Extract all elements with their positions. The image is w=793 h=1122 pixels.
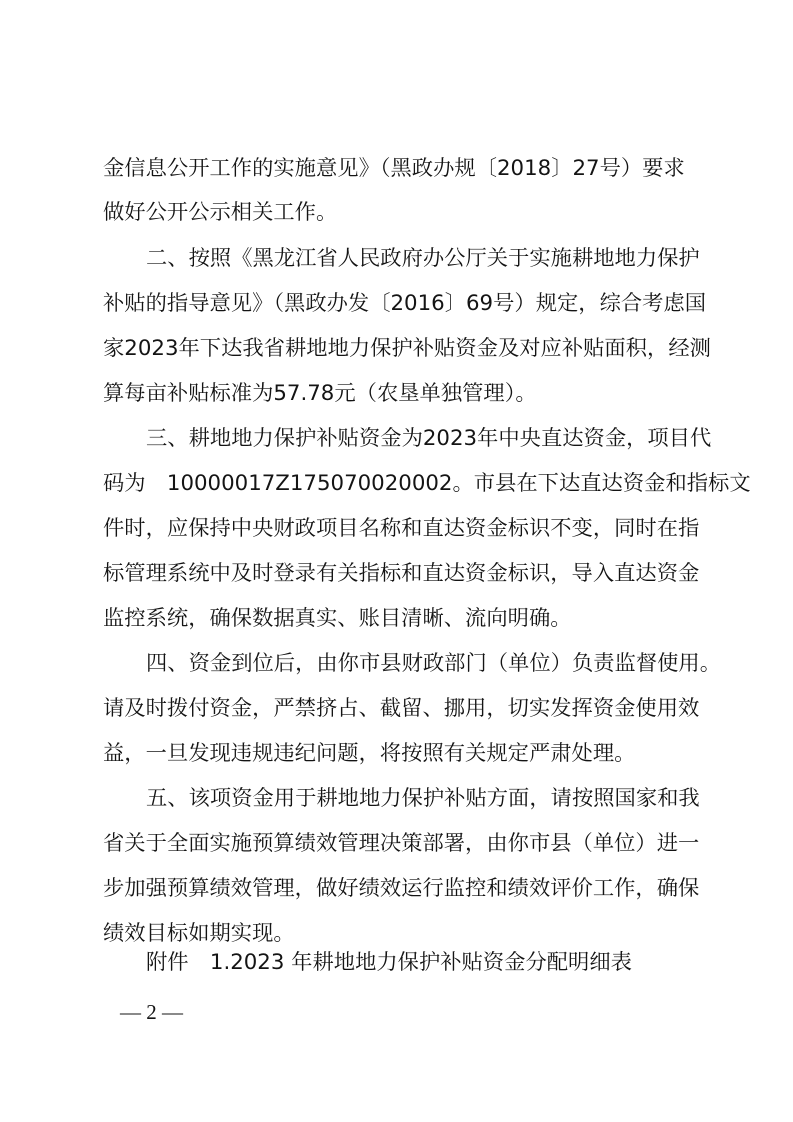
paragraph-line: 五、该项资金用于耕地地力保护补贴方面，请按照国家和我: [146, 786, 700, 811]
paragraph-line: 码为 10000017Z175070020002。市县在下达直达资金和指标文: [103, 471, 751, 496]
paragraph-line: 三、耕地地力保护补贴资金为2023年中央直达资金，项目代: [146, 426, 712, 451]
paragraph-line: 补贴的指导意见》（黑政办发〔2016〕69号）规定，综合考虑国: [103, 291, 707, 316]
paragraph-line: 算每亩补贴标准为57.78元（农垦单独管理）。: [103, 381, 537, 406]
paragraph-line: 件时，应保持中央财政项目名称和直达资金标识不变，同时在指: [103, 516, 700, 541]
paragraph-line: 监控系统，确保数据真实、账目清晰、流向明确。: [103, 606, 572, 631]
paragraph-line: 二、按照《黑龙江省人民政府办公厅关于实施耕地地力保护: [146, 246, 700, 271]
paragraph-line: 省关于全面实施预算绩效管理决策部署，由你市县（单位）进一: [103, 831, 700, 856]
paragraph-line: 标管理系统中及时登录有关指标和直达资金标识，导入直达资金: [103, 561, 700, 586]
paragraph-line: 步加强预算绩效管理，做好绩效运行监控和绩效评价工作，确保: [103, 876, 700, 901]
paragraph-line: 绩效目标如期实现。: [103, 921, 295, 946]
paragraph-line: 做好公开公示相关工作。: [103, 200, 338, 225]
paragraph-line: 金信息公开工作的实施意见》（黑政办规〔2018〕27号）要求: [103, 156, 685, 181]
paragraph-line: 家2023年下达我省耕地地力保护补贴资金及对应补贴面积，经测: [103, 336, 711, 361]
attachment-line: 附件 1.2023 年耕地地力保护补贴资金分配明细表: [146, 950, 632, 975]
paragraph-line: 四、资金到位后，由你市县财政部门（单位）负责监督使用。: [146, 651, 722, 676]
paragraph-line: 请及时拨付资金，严禁挤占、截留、挪用，切实发挥资金使用效: [103, 696, 700, 721]
page-number: — 2 —: [120, 1000, 183, 1024]
paragraph-line: 益，一旦发现违规违纪问题，将按照有关规定严肃处理。: [103, 741, 636, 766]
